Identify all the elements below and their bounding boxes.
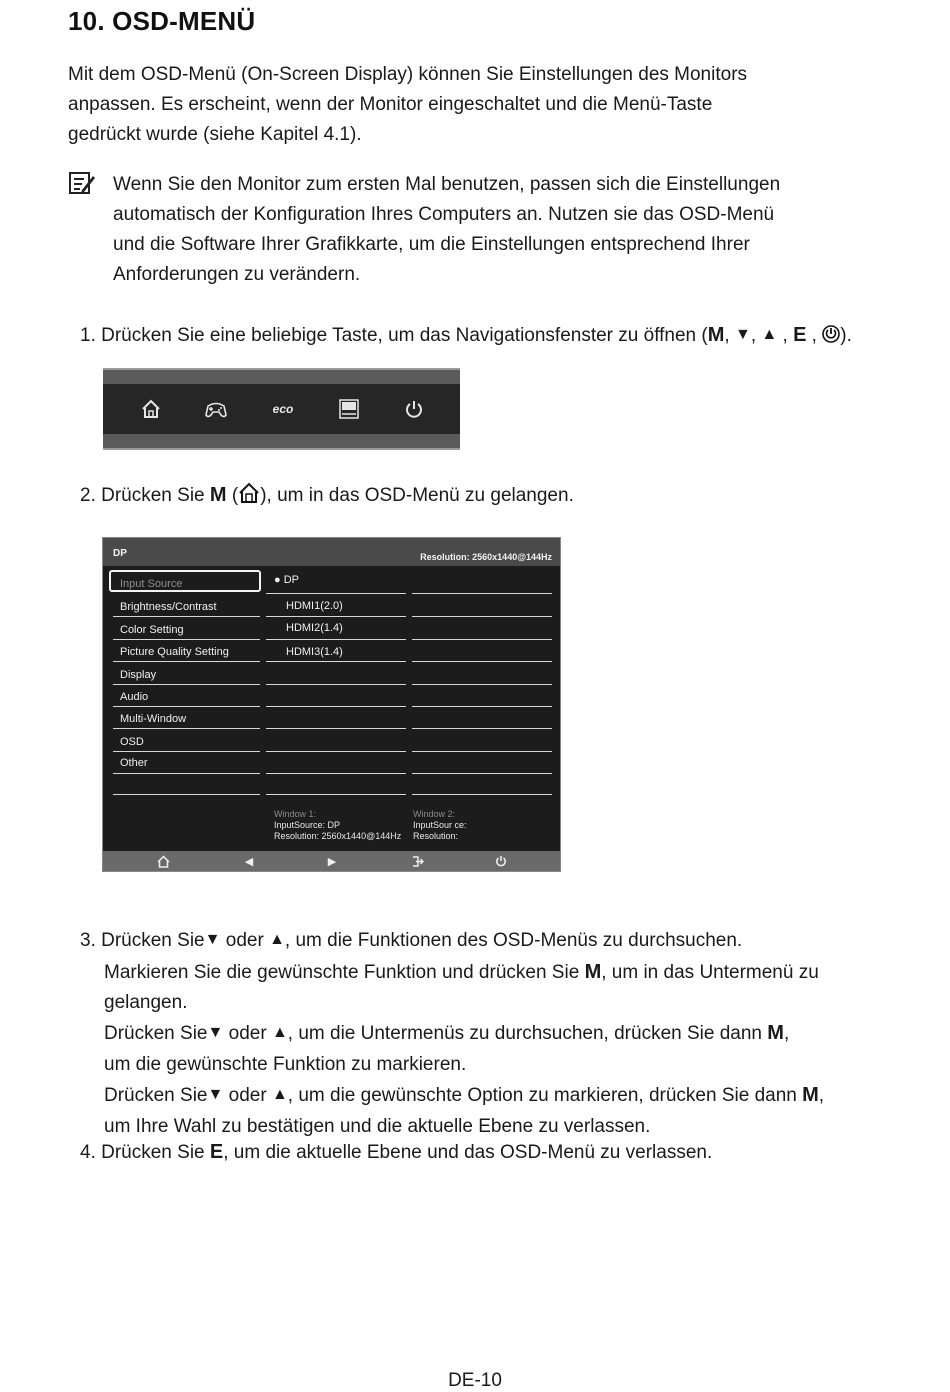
window-1-label: Window 1: [274,809,317,819]
key-e: E [793,324,807,346]
window-1-resolution: Resolution: 2560x1440@144Hz [274,831,402,841]
step-3-line: um die gewünschte Funktion zu markieren. [104,1054,467,1075]
key-m: M [584,961,602,983]
intro-paragraph [68,60,888,150]
text: Drücken Sie [104,1023,208,1044]
osd-menu-item[interactable]: Other [120,757,148,769]
osd-menu-item[interactable]: Audio [120,691,149,703]
osd-option[interactable]: HDMI2(1.4) [286,622,343,634]
window-2-input: InputSour ce: [413,820,467,830]
key-down: ▼ [207,1024,224,1041]
key-down: ▼ [207,1086,224,1103]
window-2-label: Window 2: [413,809,456,819]
text: , um die Funktionen des OSD-Menüs zu durchsuchen. [284,930,743,951]
text: oder [225,930,264,951]
key-up: ▲ [271,1024,288,1041]
gamepad-icon[interactable] [199,392,233,426]
right-arrow-icon[interactable]: ▶ [327,855,337,868]
text: , um die Untermenüs zu durchsuchen, drücken Sie dann [287,1023,762,1044]
text: Drücken Sie [104,1085,208,1106]
step-2 [80,480,574,511]
osd-menu [103,538,560,871]
home-icon[interactable] [156,854,170,868]
intro-line: Mit dem OSD-Menü (On-Screen Display) können Sie Einstellungen des Monitors [68,64,748,85]
note-line: Anforderungen zu verändern. [113,264,361,285]
power-icon[interactable] [397,392,431,426]
step-1 [80,320,852,352]
key-e: E [209,1141,224,1163]
key-down: ▼ [734,326,751,343]
note-paragraph [113,170,903,290]
text: , um die aktuelle Ebene und das OSD-Menü zu verlassen. [223,1142,713,1163]
window-1-input: InputSource: DP [274,820,341,830]
step-3-line [80,1080,824,1112]
osd-option[interactable]: HDMI3(1.4) [286,646,343,658]
osd-menu-item[interactable]: Multi-Window [120,713,187,725]
separator: , [724,325,735,346]
osd-menu-item[interactable]: OSD [120,736,144,748]
osd-header [103,538,560,566]
text: , um in das Untermenü zu [601,962,819,983]
key-m: M [802,1084,819,1106]
osd-option-selected[interactable] [274,574,299,586]
navigation-window [103,368,460,450]
note-line: automatisch der Konfiguration Ihres Computers an. Nutzen sie das OSD-Menü [113,204,775,225]
step-3-line [80,926,824,957]
paren: ( [231,485,239,506]
exit-icon[interactable] [410,854,424,868]
osd-source: DP [113,548,127,559]
key-up: ▲ [761,326,778,343]
intro-line: gedrückt wurde (siehe Kapitel 4.1). [68,124,362,145]
step-2-end: ), um in das OSD-Menü zu gelangen. [260,485,574,506]
osd-menu-item[interactable]: Picture Quality Setting [120,646,229,658]
step-3-line: gelangen. [104,992,188,1013]
step-3 [80,926,824,1142]
window-2-resolution: Resolution: [413,831,459,841]
osd-menu-item[interactable]: Brightness/Contrast [120,601,217,613]
step-1-text: 1. Drücken Sie eine beliebige Taste, um das Navigationsfenster zu öffnen ( [80,325,708,346]
text: 3. Drücken Sie [80,930,205,951]
key-up: ▲ [269,931,285,948]
osd-menu-item[interactable]: Input Source [120,578,183,590]
separator: , [777,325,794,346]
selected-dot-icon: ● [274,574,281,586]
step-1-end: ). [840,325,852,346]
page-number: DE-10 [448,1370,502,1391]
window-1-info [274,809,401,842]
separator: , [806,325,823,346]
text: oder [228,1085,267,1106]
text: , um die gewünschte Option zu markieren, drücken Sie dann [287,1085,797,1106]
step-3-line [80,957,824,988]
key-m: M [209,484,227,506]
osd-resolution: Resolution: 2560x1440@144Hz [420,552,552,562]
osd-menu-item[interactable]: Color Setting [120,624,184,636]
text: , [783,1023,790,1044]
text: Markieren Sie die gewünschte Funktion und drücken Sie [104,962,580,983]
window-2-info [413,809,467,842]
osd-option[interactable]: HDMI1(2.0) [286,600,343,612]
note-line: und die Software Ihrer Grafikkarte, um die Einstellungen entsprechend Ihrer [113,234,750,255]
page-title: 10. OSD-MENÜ [68,6,256,36]
step-3-line: um Ihre Wahl zu bestätigen und die aktuelle Ebene zu verlassen. [104,1116,651,1137]
eco-icon[interactable]: eco [272,402,294,416]
key-m: M [707,324,725,346]
note-icon [68,170,96,196]
osd-menu-item[interactable]: Display [120,669,157,681]
home-icon [238,482,260,504]
step-4 [80,1137,712,1168]
osd-footer [103,851,560,871]
power-icon[interactable] [494,854,508,868]
text: oder [228,1023,267,1044]
key-m: M [767,1022,784,1044]
text: , [818,1085,825,1106]
step-2-text: 2. Drücken Sie [80,485,205,506]
step-3-line [80,1018,824,1050]
display-mode-icon[interactable] [332,392,366,426]
text: 4. Drücken Sie [80,1142,205,1163]
key-down: ▼ [204,931,221,948]
note-line: Wenn Sie den Monitor zum ersten Mal benutzen, passen sich die Einstellungen [113,174,781,195]
key-up: ▲ [271,1086,288,1103]
separator: , [750,325,762,346]
power-icon [822,325,840,343]
osd-option-label: DP [283,574,299,586]
left-arrow-icon[interactable]: ◀ [244,855,254,868]
home-icon[interactable] [134,392,168,426]
intro-line: anpassen. Es erscheint, wenn der Monitor eingeschaltet und die Menü-Taste [68,94,713,115]
